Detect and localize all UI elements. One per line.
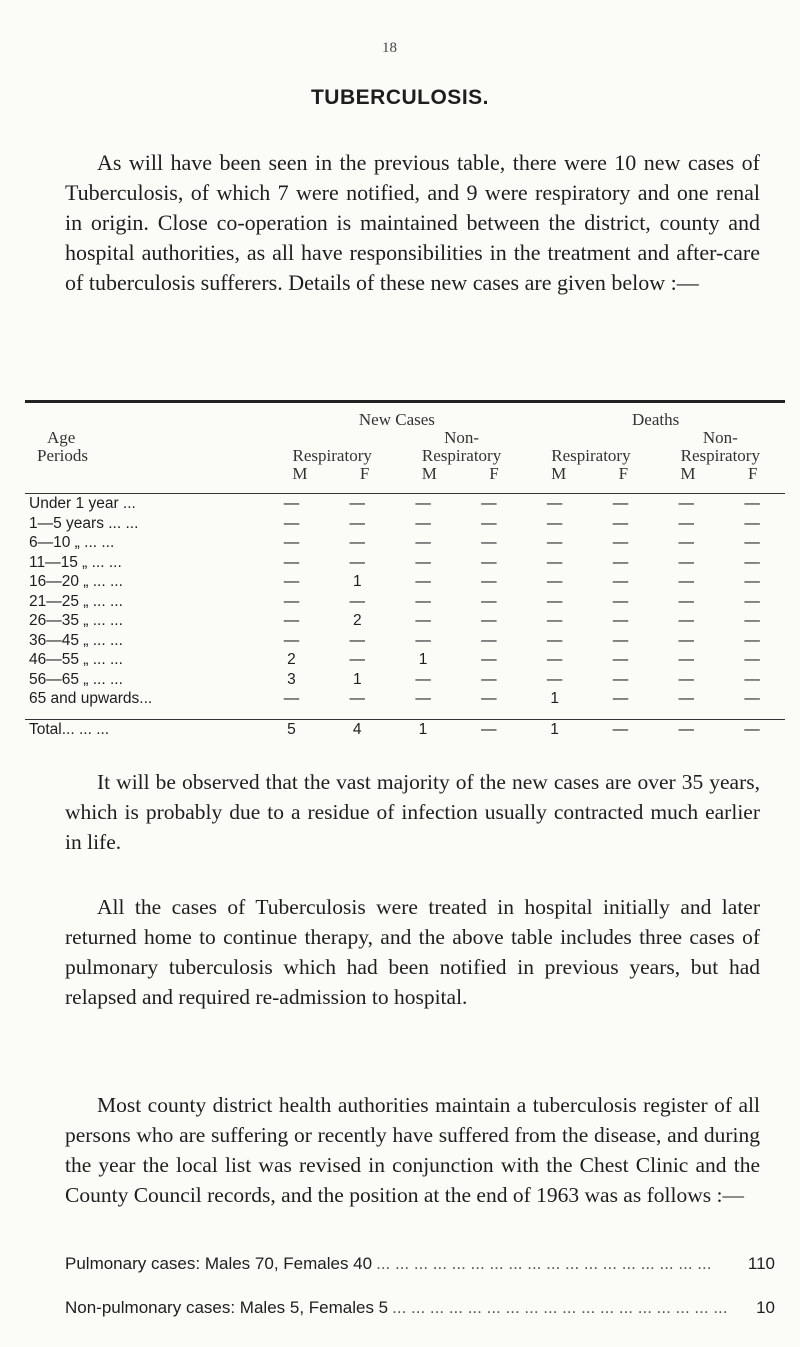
table-row	[25, 670, 785, 690]
new-nonresp-heading-1: Non-	[444, 428, 480, 447]
count-cell: —	[415, 553, 431, 571]
sex-m: M	[421, 464, 437, 483]
age-heading: Age	[47, 428, 76, 447]
count-cell: 1	[418, 651, 428, 668]
count-cell: —	[415, 495, 431, 512]
count-cell: —	[678, 612, 694, 629]
count-cell: —	[612, 534, 629, 551]
count-cell: —	[546, 495, 563, 512]
count-cell: 3	[287, 670, 296, 688]
count-cell: 1	[418, 720, 428, 738]
page-title: TUBERCULOSIS.	[310, 86, 489, 109]
count-cell: —	[283, 612, 300, 629]
count-cell: —	[678, 670, 694, 688]
age-period-cell: Total... ... ...	[29, 720, 110, 738]
count-cell: —	[678, 720, 694, 738]
count-cell: —	[744, 534, 760, 551]
age-period-cell: 26—35 „ ... ...	[29, 612, 123, 629]
count-cell: 4	[352, 720, 362, 738]
count-cell: —	[612, 651, 629, 668]
count-cell: —	[415, 670, 431, 688]
count-cell: —	[546, 651, 563, 668]
page-number: 18	[382, 40, 397, 56]
age-period-cell: 1—5 years ... ...	[29, 514, 139, 532]
count-cell: —	[546, 631, 563, 649]
sex-f: F	[747, 464, 758, 483]
count-cell: —	[612, 690, 629, 707]
count-cell: —	[546, 592, 563, 610]
count-cell: —	[744, 553, 760, 571]
count-cell: —	[678, 651, 694, 668]
age-period-cell: 65 and upwards...	[29, 690, 153, 707]
death-nonresp-heading-1: Non-	[702, 428, 738, 447]
count-cell: —	[415, 612, 431, 629]
count-cell: —	[481, 651, 497, 668]
count-cell: —	[744, 670, 760, 688]
new-cases-heading: New Cases	[358, 410, 435, 429]
count-cell: —	[612, 720, 629, 738]
count-cell: —	[481, 720, 497, 738]
count-cell: —	[612, 670, 629, 688]
count-cell: —	[744, 514, 760, 532]
table-row	[25, 611, 785, 631]
count-cell: —	[283, 631, 300, 649]
table-row	[25, 650, 785, 670]
count-cell: —	[415, 534, 431, 551]
count-cell: —	[678, 573, 694, 590]
count-cell: —	[349, 553, 366, 571]
count-cell: —	[744, 592, 760, 610]
count-cell: —	[744, 720, 760, 738]
count-cell: —	[481, 573, 497, 590]
age-period-cell: Under 1 year ...	[29, 495, 136, 512]
count-cell: —	[744, 690, 760, 707]
summary-count: 110	[747, 1254, 775, 1273]
count-cell: —	[678, 534, 694, 551]
table-row	[25, 689, 785, 709]
deaths-heading: Deaths	[632, 410, 680, 429]
count-cell: —	[349, 495, 366, 512]
count-cell: —	[678, 690, 694, 707]
count-cell: —	[612, 631, 629, 649]
table-row	[25, 514, 785, 534]
count-cell: —	[546, 612, 563, 629]
table-header	[25, 403, 785, 493]
age-period-cell: 6—10 „ ... ...	[29, 534, 115, 551]
count-cell: —	[349, 534, 366, 551]
count-cell: —	[481, 534, 497, 551]
count-cell: —	[481, 631, 497, 649]
count-cell: —	[283, 553, 300, 571]
count-cell: —	[612, 612, 629, 629]
count-cell: —	[612, 495, 629, 512]
age-period-cell: 46—55 „ ... ...	[29, 651, 123, 668]
count-cell: —	[283, 690, 300, 707]
count-cell: —	[481, 553, 497, 571]
count-cell: —	[415, 631, 431, 649]
summary-label: Pulmonary cases: Males 70, Females 40	[65, 1254, 373, 1273]
count-cell: —	[481, 514, 497, 532]
count-cell: —	[481, 495, 497, 512]
summary-pulmonary	[65, 1254, 775, 1274]
death-resp-heading: Respiratory	[551, 446, 631, 465]
table-row	[25, 631, 785, 651]
age-period-cell: 56—65 „ ... ...	[29, 670, 123, 688]
count-cell: —	[678, 592, 694, 610]
sex-f: F	[359, 464, 370, 483]
count-cell: —	[283, 495, 300, 512]
table-row	[25, 592, 785, 612]
treatment-paragraph: All the cases of Tuberculosis were treated in hospital initially and later returned home to continue therapy, and the above table includes three cases of pulmonary tuberculosis which had been notified in previous years, but had relapsed and required re-admission to hospital.	[65, 895, 760, 1009]
count-cell: 1	[550, 720, 559, 738]
count-cell: —	[349, 651, 366, 668]
count-cell: —	[415, 592, 431, 610]
table-row	[25, 572, 785, 592]
leader-dots: ... ... ... ... ... ... ... ... ... ... ... ... ... ... ... ... ... ...	[376, 1254, 712, 1273]
observation-paragraph: It will be observed that the vast majority of the new cases are over 35 years, which is probably due to a residue of infection usually contracted much earlier in life.	[65, 770, 760, 854]
summary-count: 10	[756, 1298, 775, 1317]
sex-m: M	[551, 464, 567, 483]
count-cell: 1	[550, 690, 559, 707]
count-cell: —	[744, 573, 760, 590]
summary-label: Non-pulmonary cases: Males 5, Females 5	[65, 1298, 389, 1317]
count-cell: —	[546, 670, 563, 688]
new-resp-heading: Respiratory	[292, 446, 372, 465]
table-row	[25, 553, 785, 573]
count-cell: —	[415, 690, 431, 707]
count-cell: —	[349, 631, 366, 649]
count-cell: —	[612, 573, 629, 590]
count-cell: —	[349, 592, 366, 610]
count-cell: —	[612, 514, 629, 532]
sex-f: F	[489, 464, 499, 483]
count-cell: —	[612, 553, 629, 571]
count-cell: —	[481, 670, 497, 688]
count-cell: —	[678, 514, 694, 532]
sex-m: M	[292, 464, 308, 483]
count-cell: —	[546, 534, 563, 551]
sex-f: F	[618, 464, 629, 483]
age-period-cell: 21—25 „ ... ...	[29, 592, 123, 610]
count-cell: —	[546, 514, 563, 532]
table-row	[25, 720, 785, 740]
count-cell: —	[283, 534, 300, 551]
tuberculosis-table	[25, 400, 785, 739]
count-cell: —	[678, 495, 694, 512]
intro-paragraph: As will have been seen in the previous table, there were 10 new cases of Tuberculosis, of which 7 were notified, and 9 were respiratory and one renal in origin. Close co-operation is maintained between the district, county and hospital authorities, as all have responsibilities in the treatment and after-care of tuberculosis sufferers. Details of these new cases are given below :—	[65, 150, 760, 295]
age-period-cell: 36—45 „ ... ...	[29, 631, 123, 649]
periods-heading: Periods	[37, 446, 88, 465]
count-cell: —	[349, 690, 366, 707]
table-row	[25, 533, 785, 553]
death-nonresp-heading-2: Respiratory	[680, 446, 760, 465]
count-cell: —	[415, 514, 431, 532]
table-total-row	[25, 720, 785, 740]
count-cell: 2	[287, 651, 296, 668]
register-paragraph: Most county district health authorities maintain a tuberculosis register of all persons who are suffering or recently have suffered from the disease, and during the year the local list was revised in conjunction with the Chest Clinic and the County Council records, and the position at the end of 1963 was as follows :—	[65, 1093, 760, 1207]
age-period-cell: 11—15 „ ... ...	[29, 553, 122, 571]
table-body	[25, 494, 785, 709]
count-cell: —	[612, 592, 629, 610]
count-cell: 1	[352, 670, 362, 688]
count-cell: 2	[352, 612, 362, 629]
count-cell: —	[678, 631, 694, 649]
count-cell: —	[415, 573, 431, 590]
count-cell: —	[283, 573, 300, 590]
count-cell: —	[744, 651, 760, 668]
count-cell: 1	[352, 573, 362, 590]
count-cell: —	[678, 553, 694, 571]
count-cell: —	[283, 592, 300, 610]
count-cell: —	[546, 553, 563, 571]
count-cell: —	[481, 592, 497, 610]
new-nonresp-heading-2: Respiratory	[421, 446, 502, 465]
count-cell: —	[744, 495, 760, 512]
count-cell: —	[481, 690, 497, 707]
count-cell: —	[283, 514, 300, 532]
count-cell: —	[481, 612, 497, 629]
sex-m: M	[680, 464, 696, 483]
count-cell: —	[744, 612, 760, 629]
count-cell: —	[546, 573, 563, 590]
age-period-cell: 16—20 „ ... ...	[29, 573, 123, 590]
summary-non-pulmonary	[65, 1298, 775, 1318]
count-cell: —	[744, 631, 760, 649]
count-cell: —	[349, 514, 366, 532]
leader-dots: ... ... ... ... ... ... ... ... ... ... ... ... ... ... ... ... ... ...	[392, 1298, 728, 1317]
count-cell: 5	[287, 720, 296, 738]
table-row	[25, 494, 785, 514]
